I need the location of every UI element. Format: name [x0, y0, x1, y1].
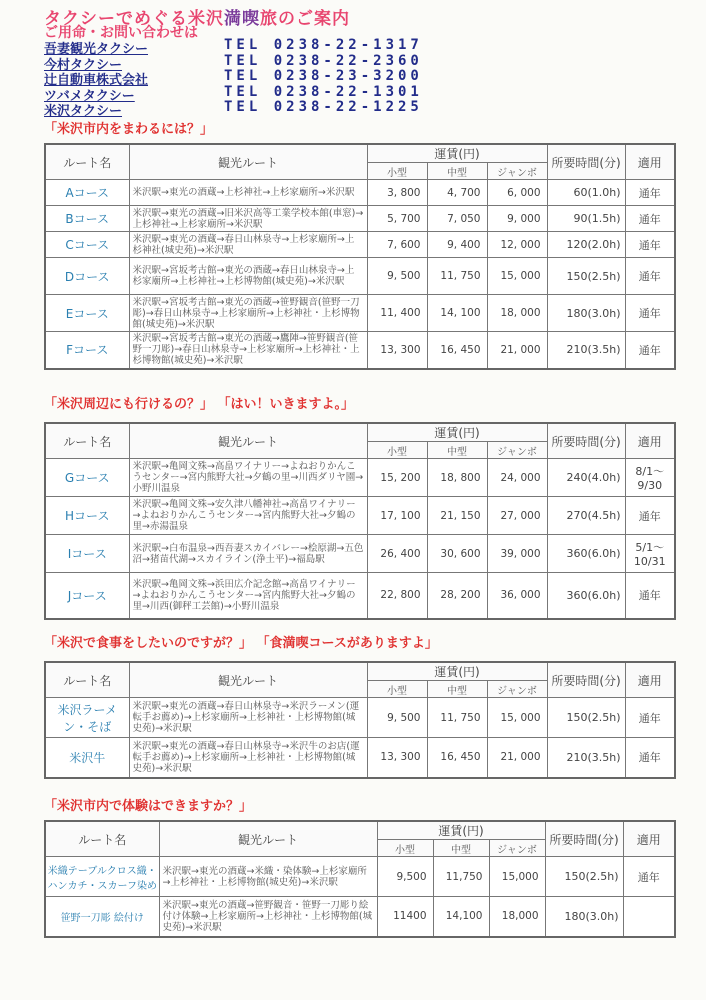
header-fare: 運賃(円) [367, 144, 547, 163]
header-time: 所要時間(分) [545, 821, 623, 857]
fare-medium: 16, 450 [427, 332, 487, 369]
header-small: 小型 [377, 840, 433, 857]
route-name: 笹野一刀彫 絵付け [45, 897, 159, 937]
table-row [45, 459, 675, 497]
fare-jumbo: 6, 000 [487, 180, 547, 206]
fare-small: 17, 100 [367, 497, 427, 535]
applicable-period: 通年 [625, 332, 675, 369]
table-row [45, 573, 675, 619]
inquiry-subtitle: ご用命・お問い合わせは [44, 25, 198, 41]
fare-small: 11400 [377, 897, 433, 937]
fare-medium: 14,100 [433, 897, 489, 937]
header-time: 所要時間(分) [547, 662, 625, 698]
fare-small: 22, 800 [367, 573, 427, 619]
route-table-city [44, 143, 676, 370]
title-rest: 旅のご案内 [260, 9, 350, 29]
table-row [45, 535, 675, 573]
applicable-period: 通年 [625, 295, 675, 332]
route-description: 米沢駅→亀岡文殊→浜田広介記念館→高畠ワイナリー→よねおりかんこうセンター→宮内熊野大社→夕鶴の里→川西(御秤工芸館)→小野川温泉 [129, 573, 367, 619]
duration: 360(6.0h) [547, 573, 625, 619]
route-description: 米沢駅→宮坂考古館→東光の酒蔵→鷹陣→笹野観音(笹野一刀彫)→春日山林泉寺→上杉家廟所→上杉神社・上杉博物館(城史苑)→米沢駅 [129, 332, 367, 369]
fare-jumbo: 15,000 [489, 857, 545, 897]
fare-small: 15, 200 [367, 459, 427, 497]
route-name: Aコース [45, 180, 129, 206]
header-jumbo: ジャンボ [489, 840, 545, 857]
fare-medium: 18, 800 [427, 459, 487, 497]
route-description: 米沢駅→東光の酒蔵→笹野観音・笹野一刀彫り絵付け体験→上杉家廟所→上杉神社・上杉博物館(城史苑)→米沢駅 [159, 897, 377, 937]
company-tel: TEL 0238-23-3200 [224, 68, 423, 84]
route-name: Bコース [45, 206, 129, 232]
fare-medium: 4, 700 [427, 180, 487, 206]
company-name: 今村タクシー [44, 57, 123, 73]
table-row [45, 497, 675, 535]
table-row [45, 232, 675, 258]
header-sightseeing: 観光ルート [159, 821, 377, 857]
duration: 120(2.0h) [547, 232, 625, 258]
contact-row [44, 99, 564, 119]
fare-jumbo: 18,000 [489, 897, 545, 937]
fare-medium: 16, 450 [427, 738, 487, 778]
duration: 210(3.5h) [547, 332, 625, 369]
route-description: 米沢駅→亀岡文殊→安久津八幡神社→高畠ワイナリー→よねおりかんこうセンター→宮内熊野大社→夕鶴の里→赤湯温泉 [129, 497, 367, 535]
company-name: 吾妻観光タクシー [44, 42, 149, 57]
fare-small: 13, 300 [367, 738, 427, 778]
table-row [45, 332, 675, 369]
company-name: 辻自動車株式会社 [44, 73, 149, 88]
company-name: ツバメタクシー [44, 88, 135, 104]
route-name: Dコース [45, 258, 129, 295]
fare-small: 11, 400 [367, 295, 427, 332]
table-row [45, 206, 675, 232]
table-row [45, 698, 675, 738]
fare-small: 26, 400 [367, 535, 427, 573]
header-route-name: ルート名 [45, 662, 129, 698]
company-tel: TEL 0238-22-2360 [224, 52, 423, 69]
route-description: 米沢駅→東光の酒蔵→旧米沢高等工業学校本館(車窓)→上杉神社→上杉家廟所→米沢駅 [129, 206, 367, 232]
header-fare: 運賃(円) [377, 821, 545, 840]
applicable-period: 5/1～10/31 [625, 535, 675, 573]
duration: 90(1.5h) [547, 206, 625, 232]
applicable-period: 通年 [625, 698, 675, 738]
title-main: タクシーでめぐる米沢 [44, 9, 224, 29]
applicable-period: 通年 [625, 573, 675, 619]
route-name: Eコース [45, 295, 129, 332]
fare-jumbo: 9, 000 [487, 206, 547, 232]
duration: 150(2.5h) [545, 857, 623, 897]
route-description: 米沢駅→亀岡文殊→高畠ワイナリー→よねおりかんこうセンター→宮内熊野大社→夕鶴の里→川西ダリヤ園→小野川温泉 [129, 459, 367, 497]
header-small: 小型 [367, 442, 427, 459]
duration: 150(2.5h) [547, 698, 625, 738]
header-apply: 適用 [625, 423, 675, 459]
route-name: Gコース [45, 459, 129, 497]
applicable-period [623, 897, 675, 937]
route-description: 米沢駅→宮坂考古館→東光の酒蔵→春日山林泉寺→上杉家廟所→上杉神社→上杉博物館(城史苑)→米沢駅 [129, 258, 367, 295]
fare-small: 9, 500 [367, 698, 427, 738]
route-name: Cコース [45, 232, 129, 258]
route-name: Hコース [45, 497, 129, 535]
route-table-outskirts [44, 422, 676, 620]
header-apply: 適用 [625, 144, 675, 180]
route-table-experience [44, 820, 676, 938]
applicable-period: 通年 [625, 206, 675, 232]
contact-row [44, 83, 564, 104]
table-row [45, 258, 675, 295]
route-description: 米沢駅→東光の酒蔵→春日山林泉寺→米沢牛のお店(運転手お薦め)→上杉家廟所→上杉神社・上杉博物館(城史苑)→米沢駅 [129, 738, 367, 778]
contact-row [44, 68, 564, 88]
route-description: 米沢駅→東光の酒蔵→春日山林泉寺→米沢ラーメン(運転手お薦め)→上杉家廟所→上杉神社・上杉博物館(城史苑)→米沢駅 [129, 698, 367, 738]
company-name: 米沢タクシー [44, 104, 123, 119]
fare-small: 9,500 [377, 857, 433, 897]
header-sightseeing: 観光ルート [129, 662, 367, 698]
table-row [45, 857, 675, 897]
title-highlight: 満喫 [224, 9, 260, 29]
fare-jumbo: 18, 000 [487, 295, 547, 332]
table-row [45, 897, 675, 937]
fare-small: 3, 800 [367, 180, 427, 206]
header-jumbo: ジャンボ [487, 681, 547, 698]
applicable-period: 通年 [625, 180, 675, 206]
route-name: 米沢牛 [45, 738, 129, 778]
header-route-name: ルート名 [45, 821, 159, 857]
route-description: 米沢駅→宮坂考古館→東光の酒蔵→笹野観音(笹野一刀彫)→春日山林泉寺→上杉家廟所→上杉神社・上杉博物館(城史苑)→米沢駅 [129, 295, 367, 332]
table-row [45, 180, 675, 206]
fare-jumbo: 36, 000 [487, 573, 547, 619]
contact-row [44, 52, 564, 73]
route-description: 米沢駅→白布温泉→西吾妻スカイバレー→桧原湖→五色沼→猪苗代湖→スカイライン(浄土平)→福島駅 [129, 535, 367, 573]
fare-small: 5, 700 [367, 206, 427, 232]
header-apply: 適用 [623, 821, 675, 857]
fare-medium: 28, 200 [427, 573, 487, 619]
fare-small: 13, 300 [367, 332, 427, 369]
applicable-period: 8/1～9/30 [625, 459, 675, 497]
applicable-period: 通年 [625, 258, 675, 295]
company-tel: TEL 0238-22-1317 [224, 37, 423, 53]
fare-jumbo: 24, 000 [487, 459, 547, 497]
applicable-period: 通年 [623, 857, 675, 897]
route-name: Iコース [45, 535, 129, 573]
section-heading: 「米沢周辺にも行けるの？」 「はい！いきますよ。」 [44, 397, 355, 412]
route-name: Jコース [45, 573, 129, 619]
section-heading: 「米沢市内で体験はできますか？」 [44, 799, 253, 814]
route-table-dining [44, 661, 676, 779]
header-small: 小型 [367, 163, 427, 180]
fare-jumbo: 21, 000 [487, 332, 547, 369]
header-fare: 運賃(円) [367, 662, 547, 681]
duration: 180(3.0h) [547, 295, 625, 332]
company-tel: TEL 0238-22-1301 [224, 83, 423, 100]
header-apply: 適用 [625, 662, 675, 698]
applicable-period: 通年 [625, 738, 675, 778]
header-jumbo: ジャンボ [487, 163, 547, 180]
header-sightseeing: 観光ルート [129, 423, 367, 459]
fare-medium: 7, 050 [427, 206, 487, 232]
header-time: 所要時間(分) [547, 423, 625, 459]
fare-medium: 11, 750 [427, 258, 487, 295]
header-medium: 中型 [427, 442, 487, 459]
route-description: 米沢駅→東光の酒蔵→春日山林泉寺→上杉家廟所→上杉神社(城史苑)→米沢駅 [129, 232, 367, 258]
section-heading: 「米沢市内をまわるには？」 [44, 122, 214, 137]
route-name: 米織テーブルクロス織・ハンカチ・スカーフ染め [45, 857, 159, 897]
table-row [45, 295, 675, 332]
duration: 240(4.0h) [547, 459, 625, 497]
header-small: 小型 [367, 681, 427, 698]
fare-jumbo: 21, 000 [487, 738, 547, 778]
fare-jumbo: 15, 000 [487, 698, 547, 738]
applicable-period: 通年 [625, 232, 675, 258]
fare-medium: 14, 100 [427, 295, 487, 332]
route-name: 米沢ラーメン・そば [45, 698, 129, 738]
header-route-name: ルート名 [45, 144, 129, 180]
fare-medium: 9, 400 [427, 232, 487, 258]
header-fare: 運賃(円) [367, 423, 547, 442]
duration: 270(4.5h) [547, 497, 625, 535]
fare-jumbo: 39, 000 [487, 535, 547, 573]
route-name: Fコース [45, 332, 129, 369]
header-time: 所要時間(分) [547, 144, 625, 180]
fare-jumbo: 27, 000 [487, 497, 547, 535]
route-description: 米沢駅→東光の酒蔵→米織・染体験→上杉家廟所→上杉神社・上杉博物館(城史苑)→米沢駅 [159, 857, 377, 897]
duration: 180(3.0h) [545, 897, 623, 937]
fare-jumbo: 12, 000 [487, 232, 547, 258]
header-medium: 中型 [433, 840, 489, 857]
applicable-period: 通年 [625, 497, 675, 535]
header-medium: 中型 [427, 681, 487, 698]
section-heading: 「米沢で食事をしたいのですが？」 「食満喫コースがありますよ」 [44, 636, 438, 651]
fare-small: 9, 500 [367, 258, 427, 295]
fare-medium: 11, 750 [427, 698, 487, 738]
header-jumbo: ジャンボ [487, 442, 547, 459]
fare-medium: 21, 150 [427, 497, 487, 535]
fare-medium: 11,750 [433, 857, 489, 897]
header-sightseeing: 観光ルート [129, 144, 367, 180]
company-tel: TEL 0238-22-1225 [224, 99, 423, 115]
fare-small: 7, 600 [367, 232, 427, 258]
header-route-name: ルート名 [45, 423, 129, 459]
table-row [45, 738, 675, 778]
duration: 360(6.0h) [547, 535, 625, 573]
route-description: 米沢駅→東光の酒蔵→上杉神社→上杉家廟所→米沢駅 [129, 180, 367, 206]
fare-jumbo: 15, 000 [487, 258, 547, 295]
fare-medium: 30, 600 [427, 535, 487, 573]
contact-row [44, 37, 564, 57]
duration: 60(1.0h) [547, 180, 625, 206]
contact-list [44, 37, 564, 119]
header-medium: 中型 [427, 163, 487, 180]
duration: 150(2.5h) [547, 258, 625, 295]
duration: 210(3.5h) [547, 738, 625, 778]
